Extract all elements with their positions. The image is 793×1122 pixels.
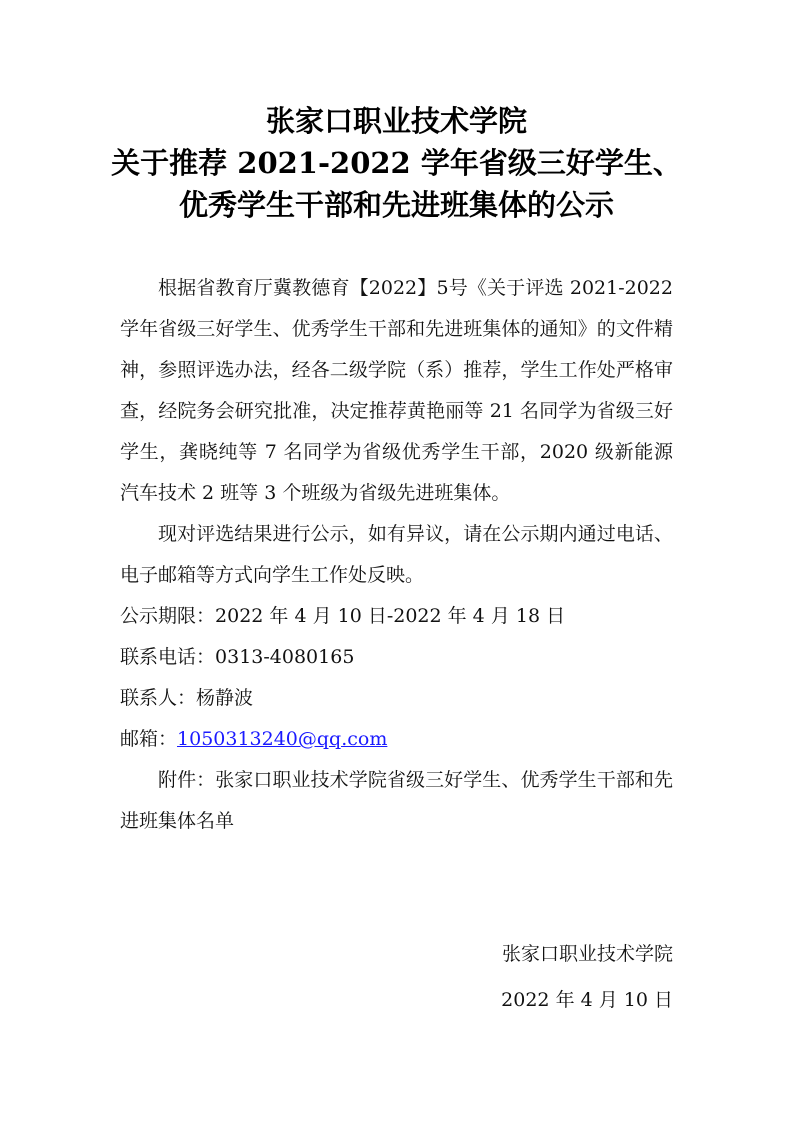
title-line-1: 张家口职业技术学院 bbox=[265, 104, 527, 138]
contact-person-value: 杨静波 bbox=[196, 687, 254, 709]
contact-email-label: 邮箱： bbox=[120, 728, 178, 750]
contact-person-label: 联系人： bbox=[120, 687, 197, 709]
publicity-period bbox=[120, 596, 673, 637]
attachment-note: 附件：张家口职业技术学院省级三好学生、优秀学生干部和先进班集体名单 bbox=[120, 769, 673, 832]
publicity-period-value: 2022 年 4 月 10 日-2022 年 4 月 18 日 bbox=[215, 605, 566, 627]
title-line-2: 关于推荐 2021-2022 学年省级三好学生、 bbox=[111, 146, 682, 180]
body-paragraph-main: 根据省教育厅冀教德育【2022】5号《关于评选 2021-2022 学年省级三好学生、优秀学生干部和先进班集体的通知》的文件精神，参照评选办法，经各二级学院（系）推荐，学生工作处严格审查，经院务会研究批准，决定推荐黄艳丽等 21 名同学为省级三好学生，龚晓纯等 7 名同学为省级优秀学生干部，2020 级新能源汽车技术 2 班等 3 个班级为省级先进班集体。 bbox=[120, 277, 673, 504]
contact-phone-value: 0313-4080165 bbox=[215, 646, 355, 668]
contact-email bbox=[120, 719, 673, 760]
contact-phone-label: 联系电话： bbox=[120, 646, 216, 668]
body-paragraph-objection: 现对评选结果进行公示，如有异议，请在公示期内通过电话、电子邮箱等方式向学生工作处反映。 bbox=[120, 523, 673, 586]
title-line-3: 优秀学生干部和先进班集体的公示 bbox=[178, 188, 614, 222]
email-link[interactable]: 1050313240@qq.com bbox=[177, 728, 388, 750]
document-body bbox=[120, 268, 673, 842]
contact-phone bbox=[120, 637, 673, 678]
signature-date: 2022 年 4 月 10 日 bbox=[501, 989, 673, 1011]
contact-person bbox=[120, 678, 673, 719]
signature-organization: 张家口职业技术学院 bbox=[501, 943, 673, 965]
publicity-period-label: 公示期限： bbox=[120, 605, 216, 627]
document-title bbox=[0, 100, 793, 226]
